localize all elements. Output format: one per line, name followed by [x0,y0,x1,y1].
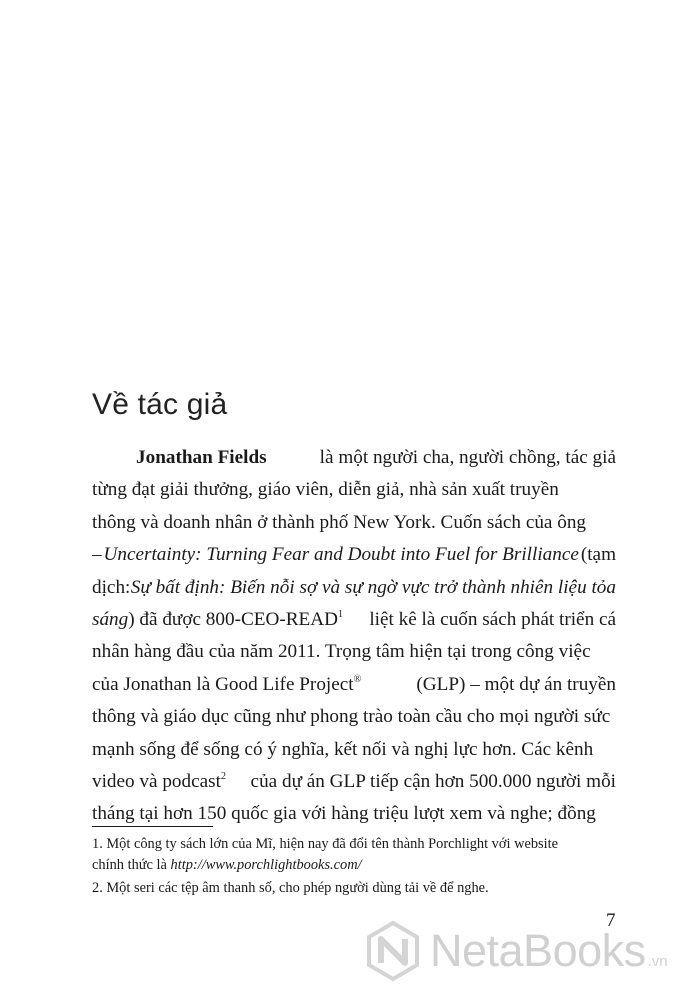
bio-text: thông và doanh nhân ở thành phố New York. Cuốn sách của ông [92,511,587,533]
book-title-vietnamese-end: sáng [92,608,129,630]
bio-text: dịch: [92,576,131,598]
watermark-text: NetaBooks [430,925,646,976]
bio-text: nhân hàng đầu của năm 2011. Trọng tâm hiện tại trong công việc [92,641,591,663]
bio-text: là một người cha, người chồng, tác giả [319,447,616,468]
bio-text: của Jonathan là Good Life Project [92,673,354,695]
bio-text: tháng tại hơn 150 quốc gia với hàng triệu lượt xem và nghe; đồng [92,803,596,825]
footnote-text: chính thức là [92,857,167,873]
section-heading: Về tác giả [92,388,228,421]
bio-text: – [92,544,102,566]
bio-line-10 [92,734,616,766]
netabooks-watermark [362,918,700,984]
bio-line-9 [92,701,616,733]
bio-line-6 [92,604,616,636]
bio-text: liệt kê là cuốn sách phát triển cá [369,608,616,630]
registered-mark: ® [353,673,362,685]
bio-line-8 [92,669,616,701]
author-bio-paragraph [92,442,616,831]
author-name: Jonathan Fields [136,447,267,468]
page-number: 7 [606,910,616,931]
footnote-url-link[interactable]: http://www.porchlightbooks.com/ [170,857,362,873]
footnote-ref-2[interactable]: 2 [220,770,226,782]
bio-text: thông và giáo dục cũng như phong trào toàn cầu cho mọi người sức [92,706,611,728]
bio-text: mạnh sống để sống có ý nghĩa, kết nối và nghị lực hơn. Các kênh [92,738,594,760]
book-title-english: Uncertainty: Turning Fear and Doubt into Fuel for Brilliance [103,544,579,566]
bio-line-1 [92,442,616,474]
footnote-text: 1. Một công ty sách lớn của Mĩ, hiện nay đã đổi tên thành Porchlight với website [92,836,559,852]
bio-line-11 [92,766,616,798]
bio-text: (GLP) – một dự án truyền [416,673,616,695]
footnotes [92,834,622,899]
watermark-suffix: .vn [647,953,668,970]
bio-line-3 [92,507,616,539]
bio-text: ) đã được 800-CEO-READ [128,608,338,630]
footnote-1 [92,834,622,876]
footnote-2: 2. Một seri các tệp âm thanh số, cho phép người dùng tải về để nghe. [92,880,489,896]
book-title-vietnamese: Sự bất định: Biến nỗi sợ và sự ngờ vực trở thành nhiên liệu tỏa [130,576,616,598]
bio-line-2 [92,474,616,506]
bio-text: video và podcast [92,770,221,792]
bio-text: (tạm [580,544,616,566]
footnote-ref-1[interactable]: 1 [337,608,343,620]
footnote-divider [92,826,213,827]
bio-line-5 [92,572,616,604]
bio-text: của dự án GLP tiếp cận hơn 500.000 người mỗi [250,770,616,792]
bio-line-4 [92,539,616,571]
bio-line-7 [92,636,616,668]
netabooks-logo-icon [362,920,424,982]
bio-text: từng đạt giải thưởng, giáo viên, diễn giả, nhà sản xuất truyền [92,479,559,501]
